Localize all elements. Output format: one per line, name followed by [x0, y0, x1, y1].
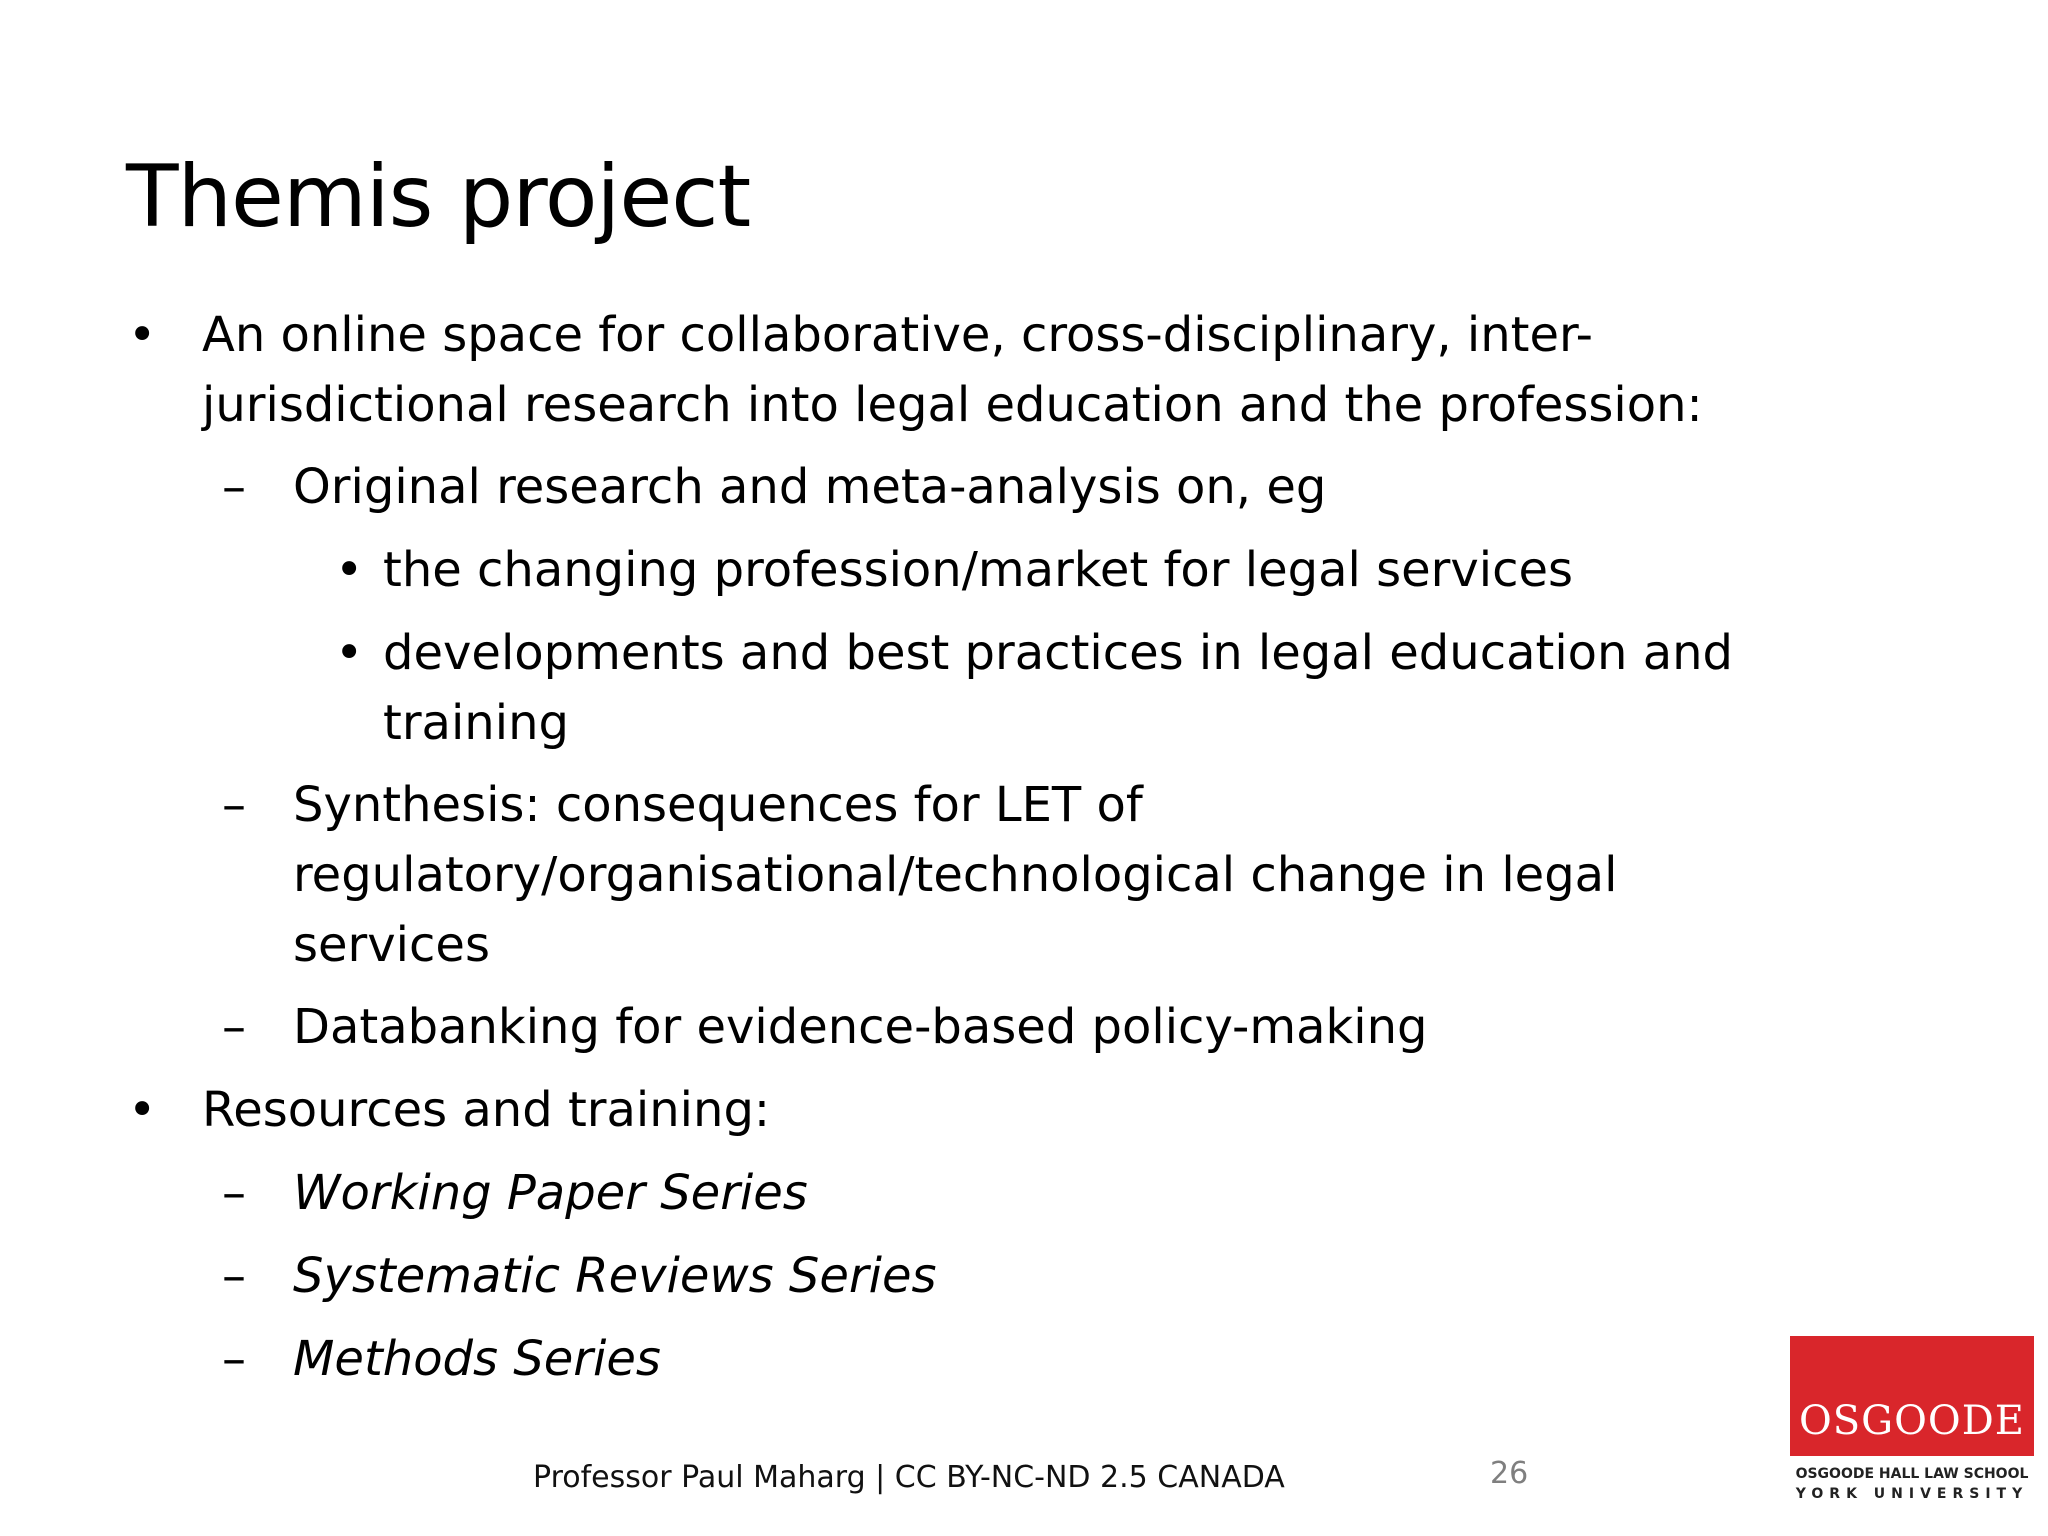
bullet-text: Resources and training: [202, 1082, 771, 1138]
bullet-marker: • [128, 1082, 157, 1138]
logo-red-box [1790, 1336, 2034, 1456]
logo-wordmark: OSGOODE [1798, 1398, 2025, 1444]
bullet-text: Systematic Reviews Series [293, 1248, 937, 1304]
dash-marker: – [222, 1165, 246, 1221]
bullet-marker: • [128, 307, 157, 363]
bullet-text: services [293, 917, 490, 973]
dash-marker: – [222, 1331, 246, 1387]
page-number: 26 [1490, 1456, 1529, 1491]
slide-footer: Professor Paul Maharg | CC BY-NC-ND 2.5 CANADA [533, 1460, 1285, 1495]
dash-marker: – [222, 777, 246, 833]
bullet-text: Databanking for evidence-based policy-making [293, 999, 1428, 1055]
bullet-text: Methods Series [293, 1331, 661, 1387]
dash-marker: – [222, 1248, 246, 1304]
slide-title: Themis project [126, 147, 751, 247]
bullet-text: Working Paper Series [293, 1165, 808, 1221]
bullet-text: regulatory/organisational/technological change in legal [293, 847, 1618, 903]
bullet-text: Original research and meta-analysis on, eg [293, 459, 1327, 515]
bullet-text: Synthesis: consequences for LET of [293, 777, 1143, 833]
bullet-marker: • [335, 625, 364, 681]
dash-marker: – [222, 999, 246, 1055]
bullet-text: training [383, 695, 569, 751]
bullet-text: the changing profession/market for legal services [383, 542, 1574, 598]
logo-university-name: YORK UNIVERSITY [1795, 1486, 2029, 1502]
dash-marker: – [222, 459, 246, 515]
bullet-marker: • [335, 542, 364, 598]
osgoode-logo [1790, 1336, 2034, 1516]
bullet-text: jurisdictional research into legal education and the profession: [202, 377, 1703, 433]
bullet-text: An online space for collaborative, cross-disciplinary, inter- [202, 307, 1593, 363]
logo-school-name: OSGOODE HALL LAW SCHOOL [1795, 1466, 2029, 1482]
bullet-text: developments and best practices in legal education and [383, 625, 1733, 681]
